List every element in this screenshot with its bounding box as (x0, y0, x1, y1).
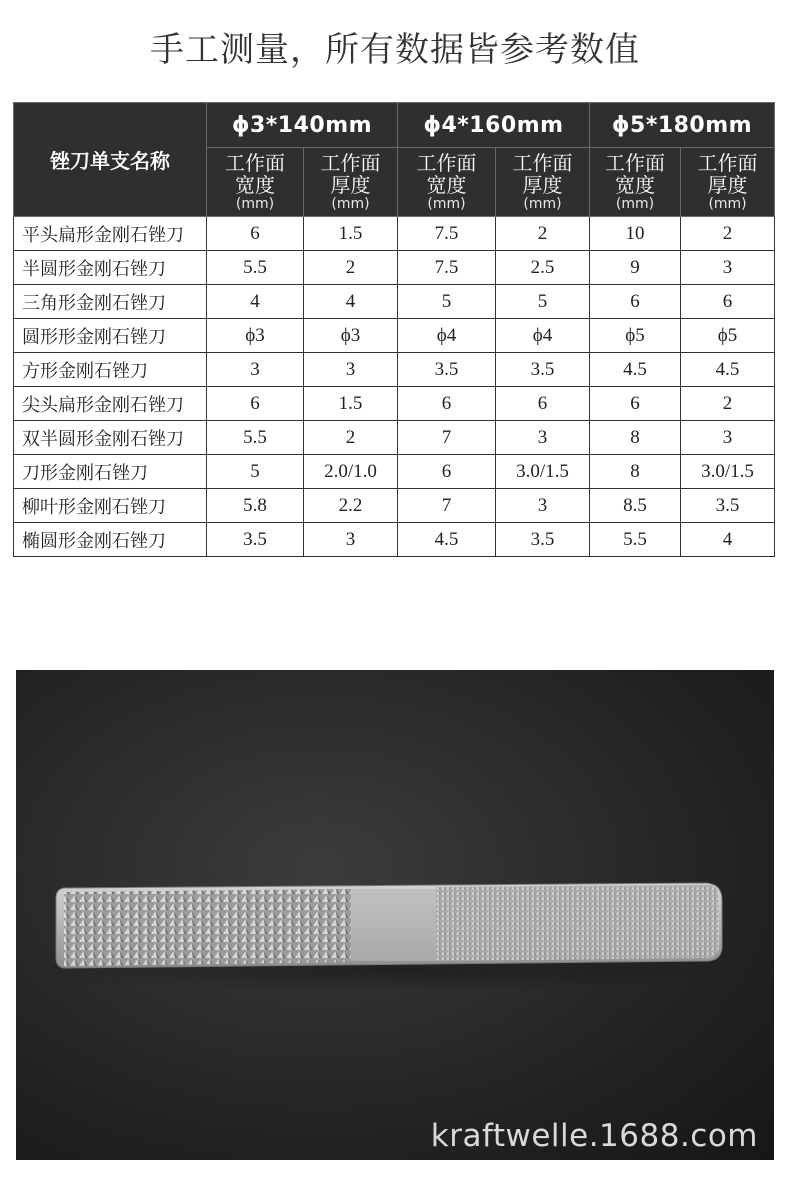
value-cell: 3 (681, 421, 775, 455)
table-row (14, 455, 775, 489)
value-cell: 6 (590, 387, 681, 421)
file-name-cell: 平头扁形金刚石锉刀 (14, 217, 207, 251)
value-cell: 5 (398, 285, 496, 319)
value-cell: 5.5 (207, 421, 304, 455)
size-group-header: ϕ4*160mm (398, 103, 590, 148)
value-cell: 2 (304, 421, 398, 455)
value-cell: 8.5 (590, 489, 681, 523)
value-cell: 4.5 (590, 353, 681, 387)
value-cell: 2 (681, 217, 775, 251)
value-cell: 4 (207, 285, 304, 319)
value-cell: 3.0/1.5 (496, 455, 590, 489)
value-cell: 7 (398, 421, 496, 455)
product-photo (16, 670, 774, 1160)
table-row (14, 251, 775, 285)
value-cell: 2.0/1.0 (304, 455, 398, 489)
value-cell: ϕ3 (304, 319, 398, 353)
thickness-subheader: 工作面 厚度 (mm) (304, 148, 398, 217)
value-cell: 2 (304, 251, 398, 285)
table-row (14, 387, 775, 421)
value-cell: 5 (207, 455, 304, 489)
value-cell: 8 (590, 455, 681, 489)
value-cell: ϕ4 (398, 319, 496, 353)
value-cell: 4 (304, 285, 398, 319)
value-cell: 6 (398, 455, 496, 489)
value-cell: 6 (590, 285, 681, 319)
value-cell: ϕ5 (590, 319, 681, 353)
width-subheader: 工作面 宽度 (mm) (207, 148, 304, 217)
value-cell: 3 (496, 489, 590, 523)
value-cell: 6 (496, 387, 590, 421)
value-cell: 3.5 (496, 353, 590, 387)
value-cell: 3.5 (398, 353, 496, 387)
file-name-cell: 半圆形金刚石锉刀 (14, 251, 207, 285)
value-cell: 5.5 (207, 251, 304, 285)
value-cell: 6 (207, 217, 304, 251)
value-cell: 3.0/1.5 (681, 455, 775, 489)
value-cell: 3 (496, 421, 590, 455)
size-group-header: ϕ3*140mm (207, 103, 398, 148)
value-cell: 5.5 (590, 523, 681, 557)
width-subheader: 工作面 宽度 (mm) (590, 148, 681, 217)
value-cell: 3.5 (681, 489, 775, 523)
value-cell: 6 (398, 387, 496, 421)
value-cell: 7.5 (398, 217, 496, 251)
table-row (14, 421, 775, 455)
value-cell: 2 (681, 387, 775, 421)
value-cell: 3 (681, 251, 775, 285)
value-cell: 1.5 (304, 387, 398, 421)
value-cell: 6 (207, 387, 304, 421)
value-cell: 4 (681, 523, 775, 557)
value-cell: 7.5 (398, 251, 496, 285)
table-row (14, 319, 775, 353)
page-title: 手工测量，所有数据皆参考数值 (150, 30, 640, 70)
value-cell: 9 (590, 251, 681, 285)
value-cell: 2.5 (496, 251, 590, 285)
value-cell: 3 (304, 353, 398, 387)
value-cell: 3.5 (207, 523, 304, 557)
file-name-cell: 椭圆形金刚石锉刀 (14, 523, 207, 557)
thickness-subheader: 工作面 厚度 (mm) (496, 148, 590, 217)
file-name-cell: 刀形金刚石锉刀 (14, 455, 207, 489)
table-row (14, 353, 775, 387)
value-cell: 4.5 (681, 353, 775, 387)
file-name-cell: 方形金刚石锉刀 (14, 353, 207, 387)
value-cell: 1.5 (304, 217, 398, 251)
table-row (14, 285, 775, 319)
file-name-cell: 圆形形金刚石锉刀 (14, 319, 207, 353)
value-cell: 2 (496, 217, 590, 251)
smooth-center (351, 889, 436, 961)
value-cell: ϕ3 (207, 319, 304, 353)
file-name-cell: 柳叶形金刚石锉刀 (14, 489, 207, 523)
value-cell: 5 (496, 285, 590, 319)
file-name-cell: 双半圆形金刚石锉刀 (14, 421, 207, 455)
value-cell: 5.8 (207, 489, 304, 523)
value-cell: 3.5 (496, 523, 590, 557)
spec-table (13, 102, 775, 557)
value-cell: 6 (681, 285, 775, 319)
value-cell: 10 (590, 217, 681, 251)
table-row (14, 489, 775, 523)
width-subheader: 工作面 宽度 (mm) (398, 148, 496, 217)
coarse-teeth (64, 889, 351, 966)
diamond-rasp-file-image (16, 670, 774, 1160)
table-row (14, 217, 775, 251)
fine-teeth (436, 885, 719, 961)
table-row (14, 523, 775, 557)
thickness-subheader: 工作面 厚度 (mm) (681, 148, 775, 217)
watermark: kraftwelle.1688.com (430, 1118, 758, 1154)
value-cell: 3 (207, 353, 304, 387)
value-cell: ϕ4 (496, 319, 590, 353)
value-cell: 4.5 (398, 523, 496, 557)
value-cell: 7 (398, 489, 496, 523)
size-group-header: ϕ5*180mm (590, 103, 775, 148)
value-cell: ϕ5 (681, 319, 775, 353)
file-name-cell: 三角形金刚石锉刀 (14, 285, 207, 319)
file-name-cell: 尖头扁形金刚石锉刀 (14, 387, 207, 421)
value-cell: 2.2 (304, 489, 398, 523)
value-cell: 3 (304, 523, 398, 557)
name-column-header: 锉刀单支名称 (14, 103, 207, 217)
value-cell: 8 (590, 421, 681, 455)
